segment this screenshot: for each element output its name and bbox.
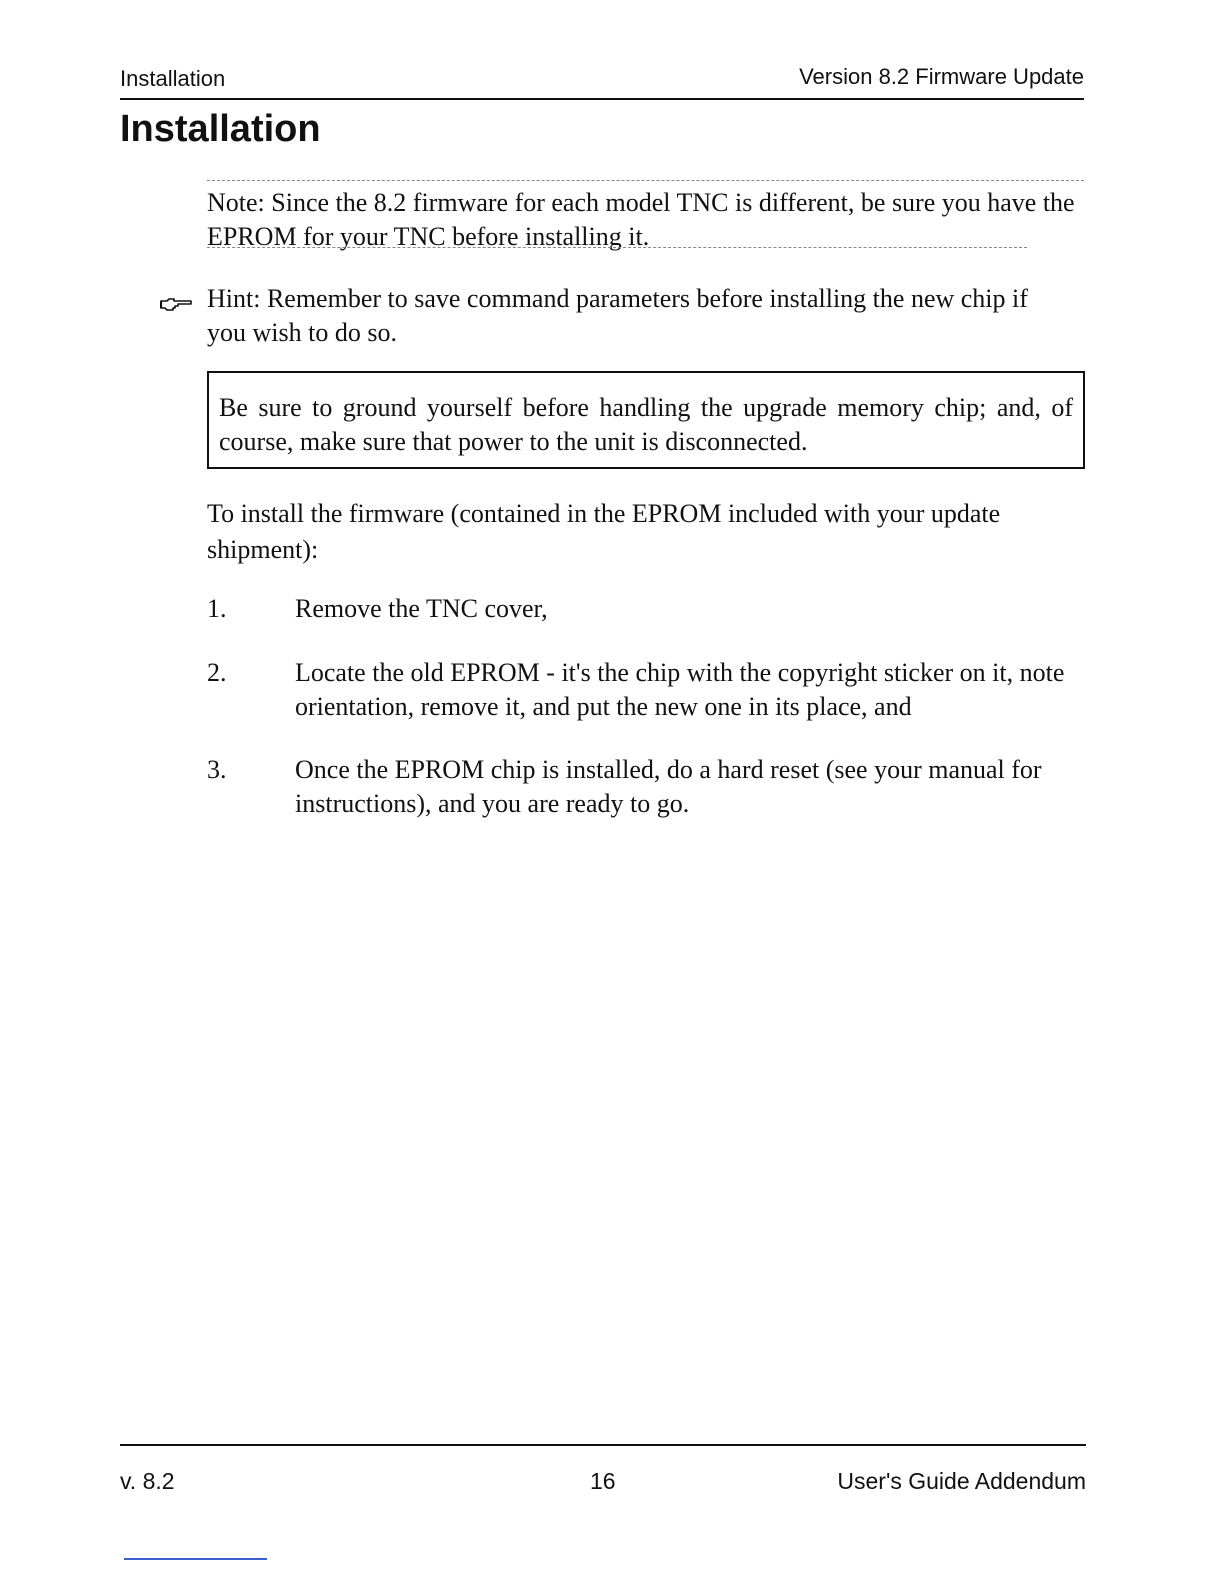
footer-document-title: User's Guide Addendum [837,1468,1086,1494]
step-number: 1. [207,594,227,623]
page-number: 16 [590,1468,616,1494]
hint-paragraph: Hint: Remember to save command parameters before installing the new chip if you wish to do so. [207,284,1028,347]
step-number: 2. [207,658,227,687]
step-text: Locate the old EPROM - it's the chip with the copyright sticker on it, note orientation, remove it, and put the new one in its place, and [295,658,1065,721]
footer-divider [120,1444,1086,1446]
header-divider [120,98,1084,100]
scan-edge-mark [124,1558,267,1560]
running-header-title: Version 8.2 Firmware Update [799,64,1084,89]
step-text: Remove the TNC cover, [295,594,548,623]
instructions-intro: To install the firmware (contained in the EPROM included with your update shipment): [207,499,1001,564]
pointing-hand-icon [160,296,192,312]
page-title: Installation [120,108,321,150]
running-header-section: Installation [120,66,226,91]
note-paragraph: Note: Since the 8.2 firmware for each model TNC is different, be sure you have the EPROM for your TNC before installing it. [207,188,1075,251]
warning-box: Be sure to ground yourself before handling the upgrade memory chip; and, of course, make sure that power to the unit is disconnected. [207,371,1085,469]
footer-version: v. 8.2 [120,1468,175,1494]
note-divider-top [207,180,1084,181]
note-divider-bottom [207,247,1027,248]
step-number: 3. [207,755,227,784]
step-text: Once the EPROM chip is installed, do a hard reset (see your manual for instructions), and you are ready to go. [295,755,1042,818]
